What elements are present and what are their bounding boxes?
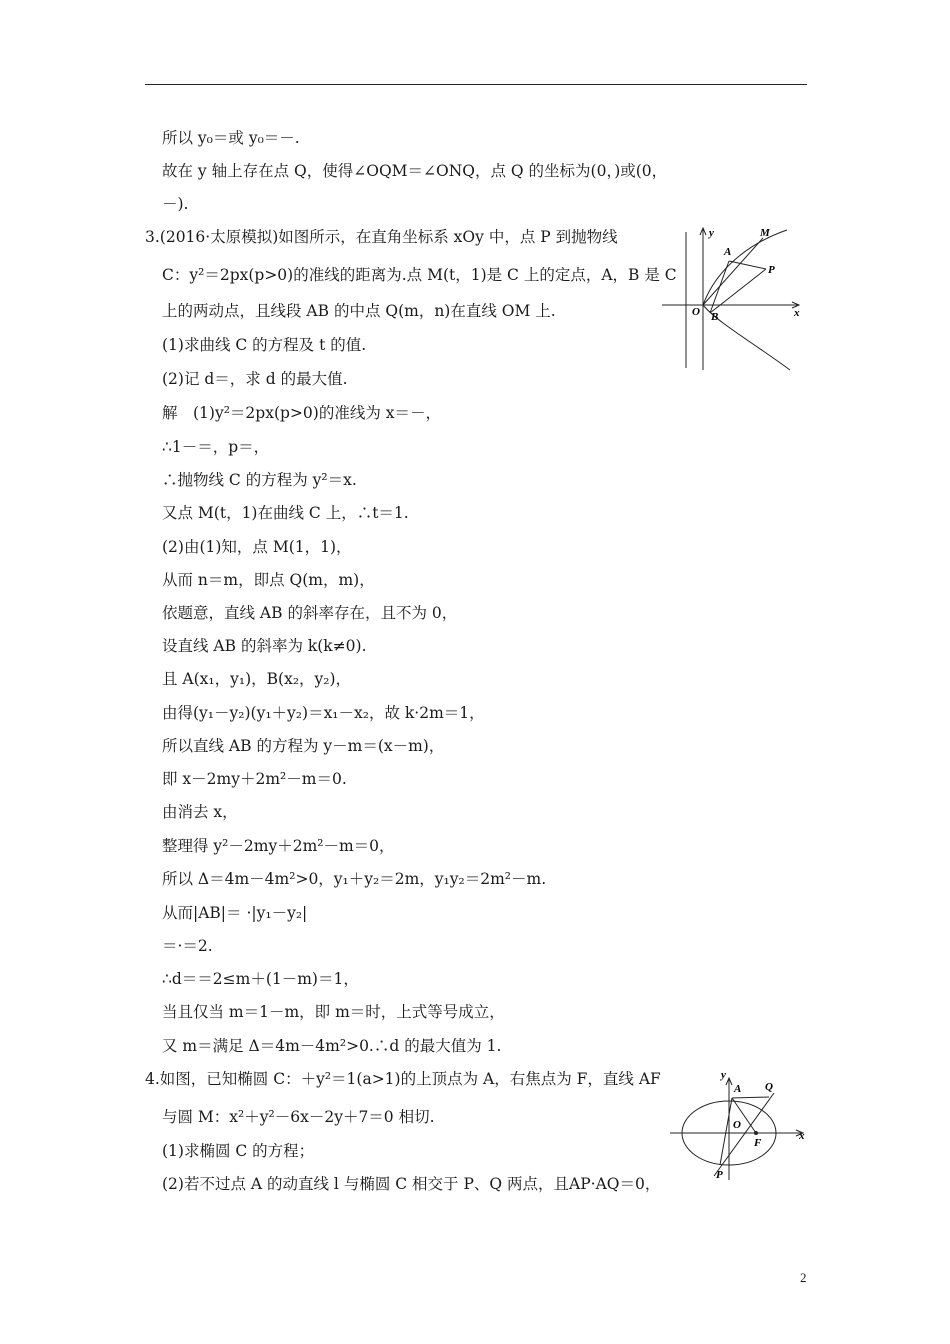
solution-line: 所以直线 AB 的方程为 y－m＝(x－m)， — [162, 737, 445, 755]
label-a: A — [734, 1083, 742, 1095]
label-y: y — [721, 1069, 726, 1081]
label-x: x — [794, 307, 800, 319]
solution-line: 整理得 y²－2my＋2m²－m＝0， — [162, 837, 395, 855]
text-line: (1)求曲线 C 的方程及 t 的值. — [162, 336, 367, 354]
label-q: Q — [765, 1081, 773, 1093]
text-line: (2)记 d＝，求 d 的最大值. — [162, 370, 348, 388]
label-o: O — [692, 306, 700, 318]
problem-3-heading: 3.(2016·太原模拟)如图所示，在直角坐标系 xOy 中，点 P 到抛物线 — [145, 228, 618, 246]
solution-line: 解 (1)y²＝2px(p>0)的准线为 x＝－， — [162, 404, 441, 422]
label-b: B — [711, 311, 719, 323]
parabola-figure — [662, 222, 822, 372]
header-rule — [145, 84, 807, 85]
solution-line: 当且仅当 m＝1－m，即 m＝时，上式等号成立， — [162, 1003, 505, 1021]
solution-line: ＝·＝2. — [162, 937, 213, 955]
label-m: M — [760, 227, 770, 239]
label-o: O — [733, 1119, 741, 1131]
text-line: C：y²＝2px(p>0)的准线的距离为.点 M(t，1)是 C 上的定点，A，B 是 C — [162, 266, 677, 284]
text-line: －). — [162, 195, 189, 213]
text-line: (2)若不过点 A 的动直线 l 与椭圆 C 相交于 P、Q 两点，且AP·AQ＝0， — [162, 1175, 661, 1193]
text-line: 上的两动点，且线段 AB 的中点 Q(m，n)在直线 OM 上. — [162, 302, 556, 320]
solution-line: 即 x－2my＋2m²－m＝0. — [162, 770, 347, 788]
focus-point — [754, 1131, 758, 1135]
solution-line: ∴d＝＝2≤m＋(1－m)＝1， — [162, 970, 359, 988]
problem-4-heading: 4.如图，已知椭圆 C：＋y²＝1(a>1)的上顶点为 A，右焦点为 F，直线 AF — [145, 1070, 661, 1088]
label-p: P — [716, 1169, 723, 1181]
solution-line: 设直线 AB 的斜率为 k(k≠0). — [162, 637, 367, 655]
solution-line: 从而 n＝m，即点 Q(m，m)， — [162, 571, 375, 589]
label-x: x — [799, 1130, 805, 1142]
label-y: y — [709, 227, 714, 239]
solution-line: 又点 M(t，1)在曲线 C 上，∴t＝1. — [162, 504, 409, 522]
solution-line: (2)由(1)知，点 M(1，1)， — [162, 538, 352, 556]
text-line: 与圆 M：x²＋y²－6x－2y＋7＝0 相切. — [162, 1108, 435, 1126]
page-number: 2 — [800, 1270, 807, 1285]
text-line: 故在 y 轴上存在点 Q，使得∠OQM＝∠ONQ，点 Q 的坐标为(0，)或(0， — [162, 162, 668, 180]
text-line: (1)求椭圆 C 的方程； — [162, 1142, 315, 1160]
solution-line: 由得(y₁－y₂)(y₁＋y₂)＝x₁－x₂，故 k·2m＝1， — [162, 704, 485, 722]
parabola-curve — [703, 230, 790, 370]
solution-line: 所以 Δ＝4m－4m²>0，y₁＋y₂＝2m，y₁y₂＝2m²－m. — [162, 870, 547, 888]
solution-line: ∴抛物线 C 的方程为 y²＝x. — [162, 471, 357, 489]
solution-line: 由消去 x， — [162, 803, 238, 821]
solution-line: 且 A(x₁，y₁)，B(x₂，y₂)， — [162, 670, 352, 688]
solution-line: 依题意，直线 AB 的斜率存在，且不为 0， — [162, 604, 458, 622]
label-p: P — [768, 264, 775, 276]
segment-aq — [732, 1097, 769, 1098]
label-a: A — [724, 246, 732, 258]
solution-line: ∴1－＝，p＝， — [162, 438, 270, 456]
solution-line: 又 m＝满足 Δ＝4m－4m²>0.∴d 的最大值为 1. — [162, 1037, 502, 1055]
label-f: F — [754, 1137, 762, 1149]
text-line: 所以 y₀＝或 y₀＝－. — [162, 129, 300, 147]
ellipse-figure — [666, 1068, 816, 1184]
solution-line: 从而|AB|＝ ·|y₁－y₂| — [162, 904, 308, 922]
segment-ap — [729, 261, 766, 269]
segment-ap — [720, 1098, 732, 1165]
